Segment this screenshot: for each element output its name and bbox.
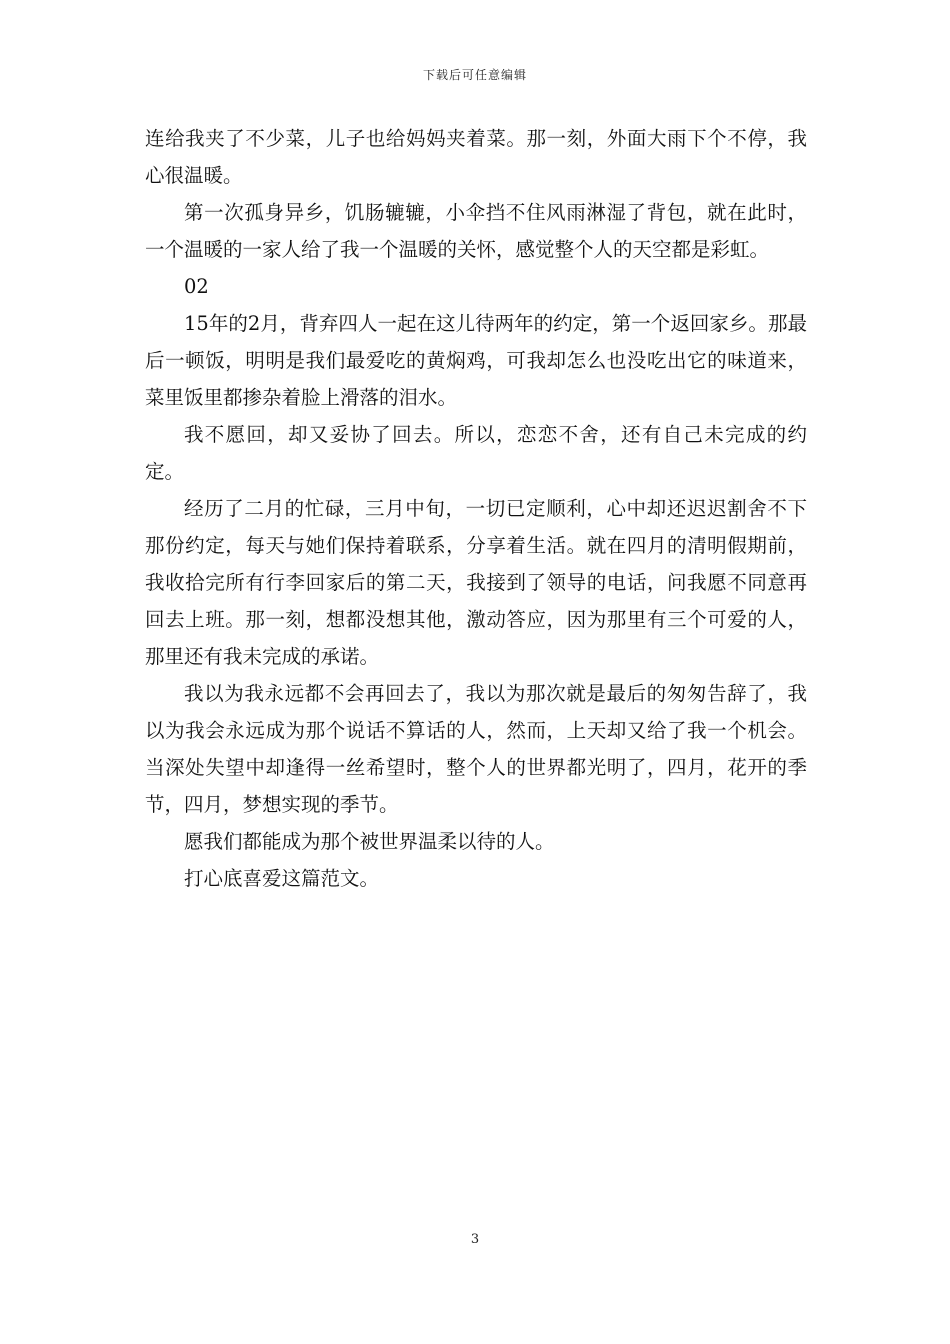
paragraph: 打心底喜爱这篇范文。: [184, 867, 380, 890]
section-number: 02: [184, 275, 209, 298]
paragraph: 愿我们都能成为那个被世界温柔以待的人。: [184, 830, 555, 853]
paragraph: 我以为我永远都不会再回去了，我以为那次就是最后的匆匆告辞了，我以为我会永远成为那个说话不算话的人，然而，上天却又给了我一个机会。当深处失望中却逢得一丝希望时，整个人的世界都光明了，四月，花开的季节，四月，梦想实现的季节。: [145, 682, 807, 816]
paragraph: 15年的2月，背弃四人一起在这儿待两年的约定，第一个返回家乡。那最后一顿饭，明明是我们最爱吃的黄焖鸡，可我却怎么也没吃出它的味道来，菜里饭里都掺杂着脸上滑落的泪水。: [145, 312, 807, 409]
document-body: [145, 120, 807, 897]
paragraph: 经历了二月的忙碌，三月中旬，一切已定顺利，心中却还迟迟割舍不下那份约定，每天与她们保持着联系，分享着生活。就在四月的清明假期前，我收拾完所有行李回家后的第二天，我接到了领导的电话，问我愿不同意再回去上班。那一刻，想都没想其他，激动答应，因为那里有三个可爱的人，那里还有我未完成的承诺。: [145, 497, 807, 668]
page-header: 下载后可任意编辑: [422, 68, 527, 82]
page-number: 3: [470, 1232, 480, 1247]
paragraph: 连给我夹了不少菜，儿子也给妈妈夹着菜。那一刻，外面大雨下个不停，我心很温暖。: [145, 127, 807, 187]
paragraph: 第一次孤身异乡，饥肠辘辘，小伞挡不住风雨淋湿了背包，就在此时，一个温暖的一家人给了我一个温暖的关怀，感觉整个人的天空都是彩虹。: [145, 201, 807, 261]
paragraph: 我不愿回，却又妥协了回去。所以，恋恋不舍，还有自己未完成的约定。: [145, 423, 807, 483]
